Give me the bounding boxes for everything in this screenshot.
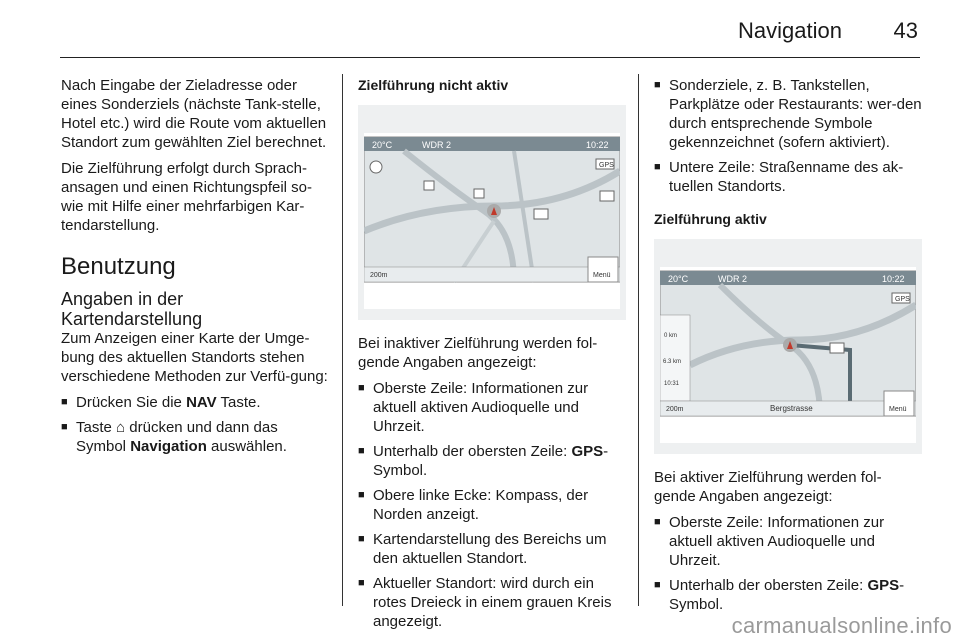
active-info-list	[654, 513, 922, 614]
map-figure-inactive	[358, 105, 626, 320]
nav-key-label: NAV	[186, 394, 217, 411]
map-menu-label: Menü	[593, 272, 611, 279]
list-item: ■ Oberste Zeile: Informationen zur aktuell aktiven Audioquelle und Uhrzeit.	[358, 379, 626, 436]
list-item: ■ Untere Zeile: Straßenname des ak-tuellen Standorts.	[654, 158, 922, 196]
page-header-title: Navigation	[738, 18, 842, 43]
map-distance-2: 6.3 km	[663, 359, 682, 365]
guidance-paragraph: Die Zielführung erfolgt durch Sprach-ansagen und einen Richtungspfeil so-wie mit Hilfe einer mehrfarbigen Kar-tendarstellung.	[61, 160, 313, 234]
map-menu-label: Menü	[889, 406, 907, 413]
intro-paragraph: Nach Eingabe der Zieladresse oder eines Sonderziels (nächste Tank-stelle, Hotel etc.) wird die Route vom aktuellen Standort zum gewählten Ziel berechnet.	[61, 77, 327, 151]
heading-active-guidance: Zielführung aktiv	[654, 211, 767, 227]
list-item: ■ Sonderziele, z. B. Tankstellen, Parkplätze oder Restaurants: wer-den durch entsprechende Symbole gekennzeichnet (sofern aktiviert).	[654, 76, 922, 152]
subheading-angaben: Angaben in der Kartendarstellung	[61, 289, 203, 329]
methods-paragraph: Zum Anzeigen einer Karte der Umge-bung des aktuellen Standorts stehen verschiedene Methoden zur Verfü-gung:	[61, 330, 328, 385]
map-scale: 200m	[370, 272, 388, 279]
map-station: WDR 2	[422, 140, 451, 150]
map-gps: GPS	[599, 162, 614, 169]
inactive-info-list	[358, 379, 626, 631]
column-2	[358, 76, 626, 637]
heading-inactive-guidance: Zielführung nicht aktiv	[358, 77, 509, 93]
list-item: ■ Aktueller Standort: wird durch ein rotes Dreieck in einem grauen Kreis angezeigt.	[358, 574, 626, 631]
column-divider-2	[638, 74, 639, 606]
map-time: 10:22	[882, 274, 905, 284]
poi-info-list	[654, 76, 922, 196]
column-1	[61, 76, 329, 462]
column-divider-1	[342, 74, 343, 606]
header-rule	[60, 57, 920, 58]
map-station: WDR 2	[718, 274, 747, 284]
map-figure-active	[654, 239, 922, 454]
navigation-symbol-label: Navigation	[130, 438, 207, 455]
list-item: ■ Unterhalb der obersten Zeile: GPS-Symbol.	[358, 442, 626, 480]
map-gps: GPS	[895, 296, 910, 303]
map-scale: 200m	[666, 406, 684, 413]
inactive-intro: Bei inaktiver Zielführung werden fol-gende Angaben angezeigt:	[358, 335, 598, 371]
column-3	[654, 76, 922, 620]
map-time: 10:22	[586, 140, 609, 150]
map-eta: 10:31	[664, 381, 680, 387]
active-intro: Bei aktiver Zielführung werden fol-gende Angaben angezeigt:	[654, 469, 882, 505]
map-screenshot-active	[660, 245, 916, 443]
map-street-name: Bergstrasse	[770, 404, 813, 413]
map-screenshot-inactive	[364, 111, 620, 309]
home-icon: ⌂	[116, 419, 126, 436]
map-temp: 20°C	[668, 274, 689, 284]
methods-list	[61, 393, 329, 456]
map-distance-1: 0 km	[664, 333, 678, 339]
list-item: ■ Drücken Sie die NAV Taste.	[61, 393, 329, 412]
list-item: ■ Obere linke Ecke: Kompass, der Norden anzeigt.	[358, 486, 626, 524]
list-item: ■ Oberste Zeile: Informationen zur aktuell aktiven Audioquelle und Uhrzeit.	[654, 513, 922, 570]
page-number: 43	[893, 18, 918, 43]
section-heading-benutzung: Benutzung	[61, 253, 176, 280]
footer-watermark: carmanualsonline.info	[731, 613, 952, 638]
list-item: ■ Taste ⌂ drücken und dann das Symbol Navigation auswählen.	[61, 418, 329, 456]
list-item: ■ Unterhalb der obersten Zeile: GPS-Symbol.	[654, 576, 922, 614]
list-item: ■ Kartendarstellung des Bereichs um den aktuellen Standort.	[358, 530, 626, 568]
map-temp: 20°C	[372, 140, 393, 150]
